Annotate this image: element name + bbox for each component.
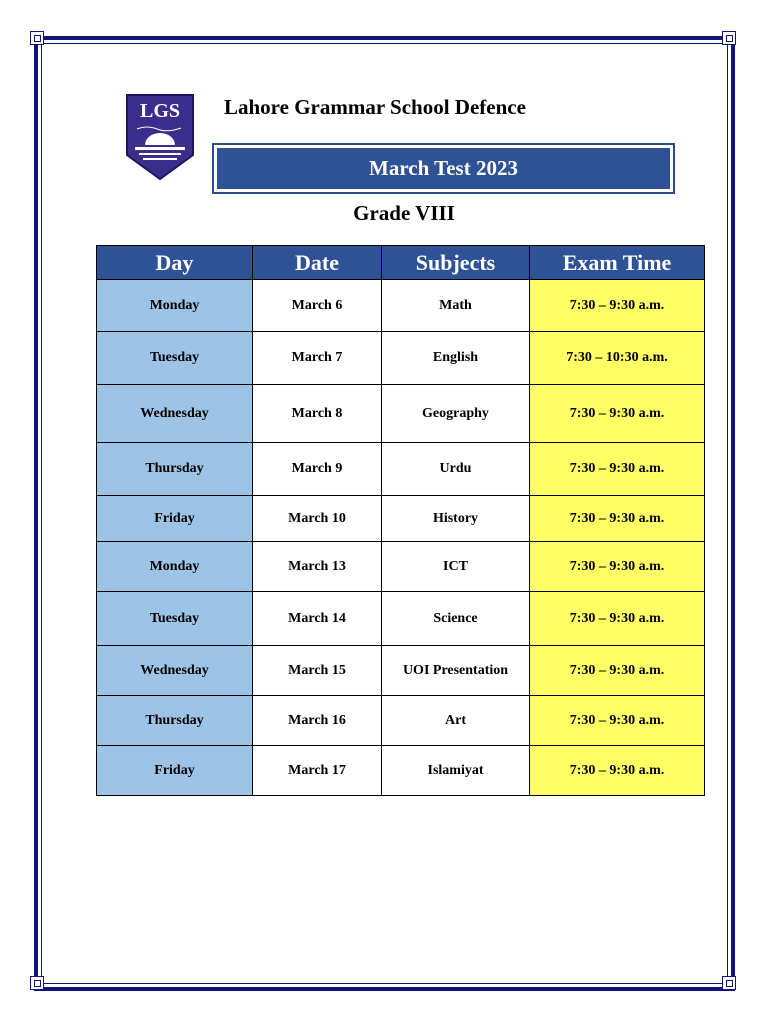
logo-text: LGS: [139, 100, 181, 122]
grade-heading: Grade VIII: [353, 201, 455, 225]
cell-date: March 16: [253, 696, 382, 746]
cell-subject: Science: [382, 592, 530, 646]
table-row: [97, 646, 705, 696]
cell-date: March 8: [253, 385, 382, 443]
cell-subject: English: [382, 332, 530, 385]
table-row: [97, 496, 705, 542]
header-exam-time: Exam Time: [530, 246, 705, 280]
cell-time: 7:30 – 9:30 a.m.: [530, 646, 705, 696]
table-row: [97, 332, 705, 385]
cell-day: Friday: [97, 496, 253, 542]
cell-subject: Math: [382, 280, 530, 332]
cell-day: Thursday: [97, 443, 253, 496]
cell-time: 7:30 – 10:30 a.m.: [530, 332, 705, 385]
header-day: Day: [97, 246, 253, 280]
cell-day: Monday: [97, 542, 253, 592]
cell-subject: History: [382, 496, 530, 542]
header-subjects: Subjects: [382, 246, 530, 280]
cell-subject: ICT: [382, 542, 530, 592]
cell-time: 7:30 – 9:30 a.m.: [530, 443, 705, 496]
cell-time: 7:30 – 9:30 a.m.: [530, 542, 705, 592]
test-title-banner: [212, 143, 675, 194]
cell-date: March 14: [253, 592, 382, 646]
table-row: [97, 746, 705, 796]
cell-subject: Geography: [382, 385, 530, 443]
cell-date: March 9: [253, 443, 382, 496]
cell-day: Wednesday: [97, 385, 253, 443]
table-header-row: [97, 246, 705, 280]
cell-day: Friday: [97, 746, 253, 796]
table-row: [97, 385, 705, 443]
border-corner-bottom-right: [722, 976, 736, 990]
school-name: Lahore Grammar School Defence: [224, 95, 526, 119]
table-row: [97, 542, 705, 592]
cell-subject: Art: [382, 696, 530, 746]
cell-time: 7:30 – 9:30 a.m.: [530, 592, 705, 646]
table-row: [97, 280, 705, 332]
cell-time: 7:30 – 9:30 a.m.: [530, 746, 705, 796]
cell-day: Tuesday: [97, 592, 253, 646]
cell-date: March 6: [253, 280, 382, 332]
cell-subject: UOI Presentation: [382, 646, 530, 696]
cell-day: Wednesday: [97, 646, 253, 696]
cell-day: Thursday: [97, 696, 253, 746]
cell-subject: Islamiyat: [382, 746, 530, 796]
test-title: March Test 2023: [217, 148, 670, 189]
cell-subject: Urdu: [382, 443, 530, 496]
cell-date: March 15: [253, 646, 382, 696]
border-corner-top-left: [30, 31, 44, 45]
cell-time: 7:30 – 9:30 a.m.: [530, 385, 705, 443]
border-corner-top-right: [722, 31, 736, 45]
table-row: [97, 592, 705, 646]
cell-time: 7:30 – 9:30 a.m.: [530, 496, 705, 542]
school-logo: [125, 93, 195, 183]
table-row: [97, 696, 705, 746]
cell-date: March 10: [253, 496, 382, 542]
cell-day: Monday: [97, 280, 253, 332]
header-date: Date: [253, 246, 382, 280]
border-corner-bottom-left: [30, 976, 44, 990]
cell-day: Tuesday: [97, 332, 253, 385]
table-row: [97, 443, 705, 496]
exam-schedule-table: [96, 245, 705, 796]
cell-time: 7:30 – 9:30 a.m.: [530, 280, 705, 332]
cell-time: 7:30 – 9:30 a.m.: [530, 696, 705, 746]
cell-date: March 7: [253, 332, 382, 385]
cell-date: March 17: [253, 746, 382, 796]
cell-date: March 13: [253, 542, 382, 592]
